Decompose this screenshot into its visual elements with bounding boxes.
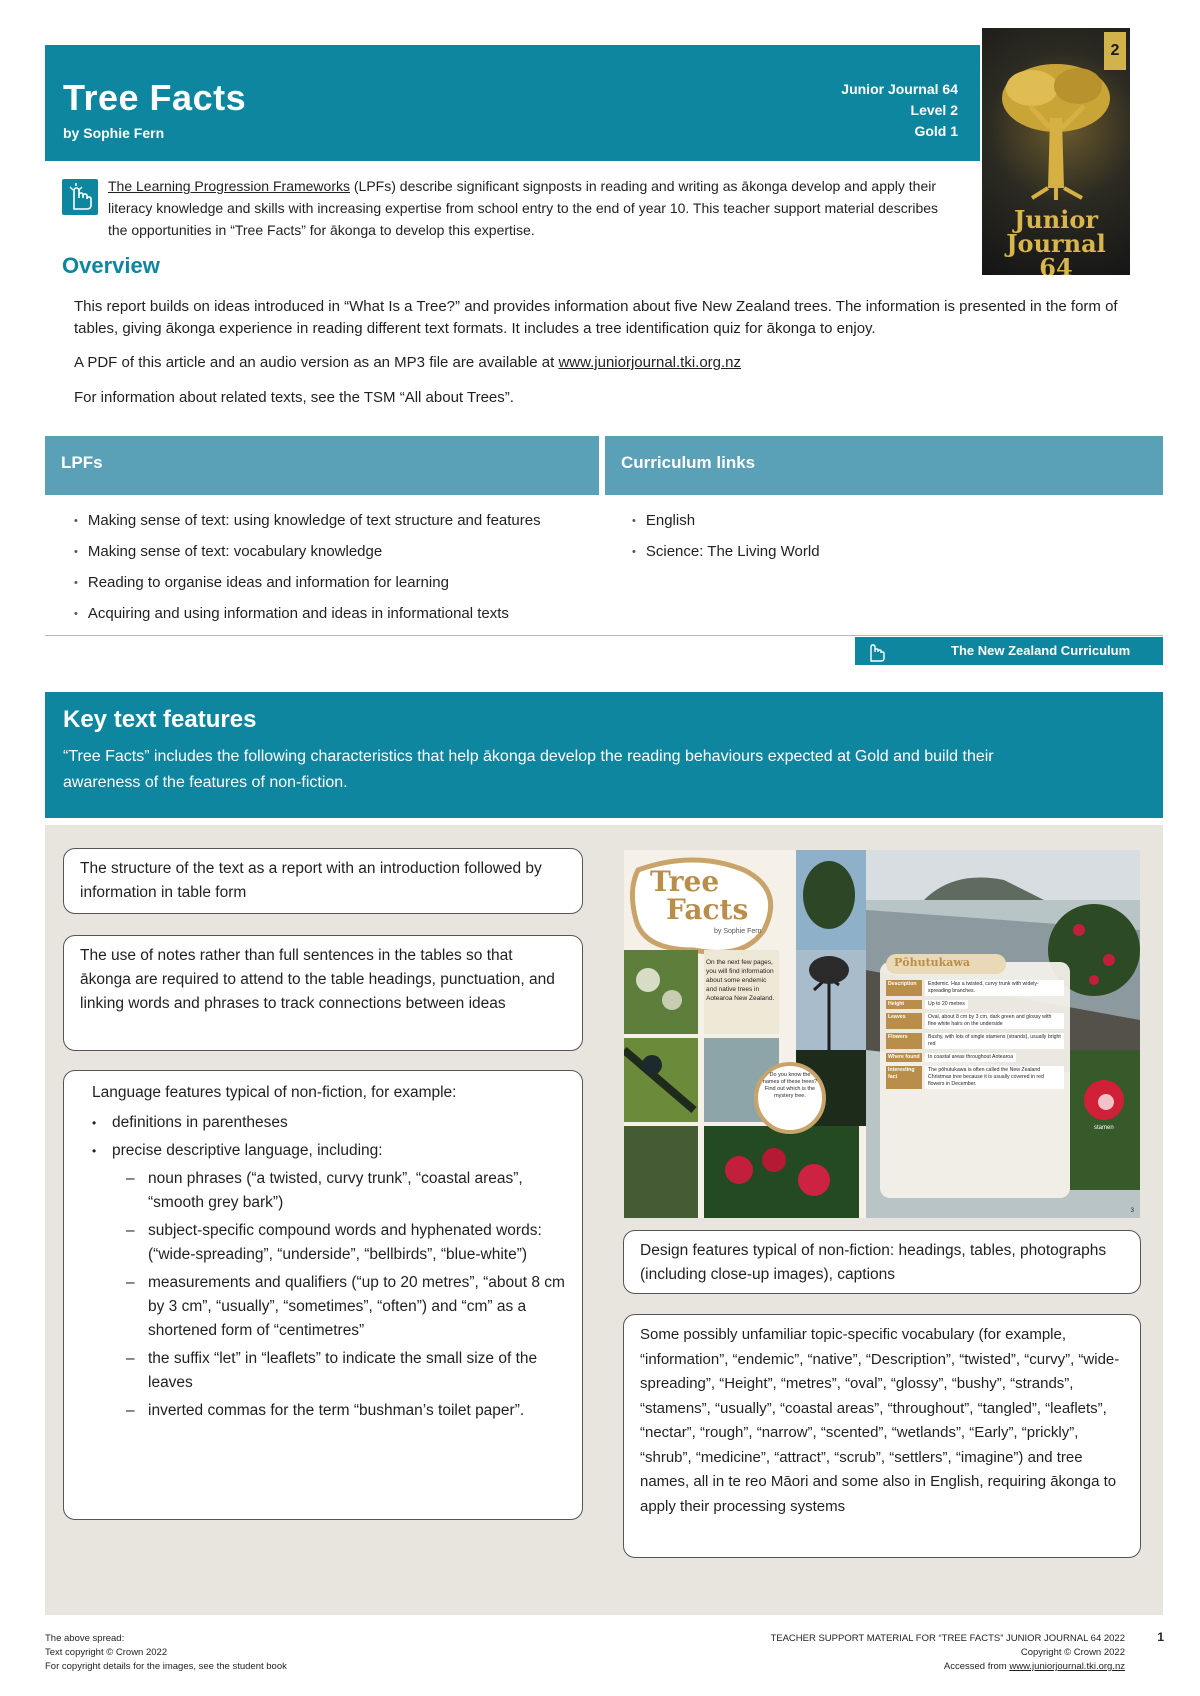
nz-curriculum-badge[interactable] bbox=[855, 637, 1163, 665]
list-item: • Making sense of text: using knowledge of text structure and features bbox=[74, 506, 541, 537]
list-item: • definitions in parentheses bbox=[92, 1111, 566, 1135]
section-divider bbox=[45, 635, 1163, 636]
nz-curriculum-label: The New Zealand Curriculum bbox=[951, 643, 1131, 658]
overview-heading: Overview bbox=[62, 253, 160, 278]
spread-tree-table bbox=[886, 980, 1064, 1093]
feature-box-vocabulary: Some possibly unfamiliar topic-specific vocabulary (for example, “information”, “endemic”, “native”, “Description”, “twisted”, “curvy”, “wide-spreading”, “Height”, “metres”, “oval”, “glossy”, “bushy”, “strands”, “stamens”, “usually”, “coastal areas”, “throughout”, “tangled”, “leaflets”, “nectar”, “rough”, “narrow”, “scented”, “wetlands”, “Early”, “prickly”, “shrub”, “medicine”, “attract”, “scrub”, “settlers”, “imagine”) and tree names, all in te reo Māori and some also in English, requiring ākonga to apply their processing systems bbox=[623, 1314, 1141, 1558]
language-features-intro: Language features typical of non-fiction, for example: bbox=[92, 1084, 457, 1101]
pointing-hand-icon bbox=[62, 179, 98, 215]
reading-band: Gold 1 bbox=[914, 123, 958, 139]
key-text-features-banner bbox=[45, 692, 1163, 818]
footer-credits: The above spread: Text copyright © Crown 2022 For copyright details for the images, see the student book bbox=[45, 1633, 287, 1672]
key-text-features-heading: Key text features bbox=[63, 706, 257, 733]
cover-title: Junior Journal 64 bbox=[1006, 205, 1106, 275]
feature-box-design: Design features typical of non-fiction: headings, tables, photographs (including close-up images), captions bbox=[623, 1230, 1141, 1294]
overview-paragraph: This report builds on ideas introduced in “What Is a Tree?” and provides information about five New Zealand trees. The information is presented in the form of tables, giving ākonga experience in reading different text formats. It includes a tree identification quiz for ākonga to enjoy. bbox=[74, 298, 1118, 337]
lpfs-heading-bar: LPFs bbox=[45, 436, 599, 495]
table-row: Leaves Oval, about 8 cm by 3 cm, dark green and glossy with fine white hairs on the underside bbox=[886, 1013, 1064, 1029]
spread-bubble-text: Do you know the names of these trees? Find out which is the mystery tree. bbox=[762, 1072, 818, 1099]
list-item: • Reading to organise ideas and information for learning bbox=[74, 568, 541, 599]
journal-meta bbox=[841, 79, 958, 142]
feature-box-language bbox=[63, 1070, 583, 1520]
title-banner bbox=[45, 45, 980, 161]
journal-level: Level 2 bbox=[910, 102, 958, 118]
page-title: Tree Facts bbox=[63, 77, 247, 118]
spread-byline: by Sophie Fern bbox=[714, 928, 762, 935]
footer-source: TEACHER SUPPORT MATERIAL FOR “TREE FACTS” JUNIOR JOURNAL 64 2022 Copyright © Crown 2022 Accessed from www.juniorjournal.tki.org.nz bbox=[770, 1633, 1125, 1672]
page-number: 1 bbox=[1157, 1630, 1164, 1644]
footer-link[interactable]: www.juniorjournal.tki.org.nz bbox=[1009, 1661, 1125, 1672]
spread-tree-name: Pōhutukawa bbox=[894, 956, 971, 969]
curriculum-heading-bar: Curriculum links bbox=[605, 436, 1163, 495]
spread-intro: On the next few pages, you will find information about some endemic and native trees in Aotearoa New Zealand. bbox=[706, 959, 775, 1002]
lpf-link[interactable]: The Learning Progression Frameworks bbox=[108, 178, 350, 194]
list-item: – subject-specific compound words and hyphenated words: (“wide-spreading”, “underside”, “bellbirds”, “blue-white”) bbox=[92, 1219, 566, 1267]
feature-box-structure: The structure of the text as a report with an introduction followed by information in table form bbox=[63, 848, 583, 914]
list-item: • Making sense of text: vocabulary knowledge bbox=[74, 537, 541, 568]
author-byline: by Sophie Fern bbox=[63, 125, 165, 141]
list-item: – measurements and qualifiers (“up to 20 metres”, “about 8 cm by 3 cm”, “usually”, “sometimes”, “often”) and “cm” as a shortened form of “centimetres” bbox=[92, 1271, 566, 1343]
journal-cover-image bbox=[982, 28, 1130, 275]
table-row: Description Endemic. Has a twisted, curvy trunk with widely-spreading branches. bbox=[886, 980, 1064, 996]
table-row: Height Up to 20 metres bbox=[886, 1000, 1064, 1009]
lpf-intro-text: The Learning Progression Frameworks (LPFs) describe significant signposts in reading and writing as ākonga develop and apply their literacy knowledge and skills with increasing expertise from school entry to the end of year 10. This teacher support material describes the opportunities in “Tree Facts” for ākonga to develop this expertise. bbox=[108, 178, 939, 238]
list-item: • Acquiring and using information and ideas in informational texts bbox=[74, 599, 541, 630]
table-row: Interesting fact The pōhutukawa is often called the New Zealand Christmas tree because it is usually covered in red flowers in December. bbox=[886, 1066, 1064, 1089]
spread-stamen-label: stamen bbox=[1094, 1125, 1114, 1131]
lpf-intro bbox=[62, 175, 942, 241]
list-item: – inverted commas for the term “bushman’s toilet paper”. bbox=[92, 1399, 566, 1423]
list-item: • precise descriptive language, including: bbox=[92, 1139, 566, 1163]
overview-pdf-paragraph: A PDF of this article and an audio version as an MP3 file are available at www.juniorjournal.tki.org.nz bbox=[74, 354, 742, 371]
list-item: • Science: The Living World bbox=[632, 537, 820, 568]
pointing-hand-icon bbox=[863, 639, 889, 663]
lpfs-list bbox=[74, 506, 541, 630]
student-book-spread-image bbox=[624, 850, 1140, 1218]
list-item: – noun phrases (“a twisted, curvy trunk”, “coastal areas”, “smooth grey bark”) bbox=[92, 1167, 566, 1215]
language-features-list bbox=[92, 1111, 566, 1423]
curriculum-list bbox=[632, 506, 820, 568]
spread-title: Tree Facts bbox=[650, 865, 749, 926]
level-badge: 2 bbox=[1104, 32, 1126, 70]
key-text-features-intro: “Tree Facts” includes the following characteristics that help ākonga develop the reading behaviours expected at Gold and build their awareness of the features of non-fiction. bbox=[63, 748, 994, 791]
junior-journal-link[interactable]: www.juniorjournal.tki.org.nz bbox=[558, 354, 742, 371]
journal-name: Junior Journal 64 bbox=[841, 81, 958, 97]
overview-related-paragraph: For information about related texts, see the TSM “All about Trees”. bbox=[74, 389, 514, 406]
table-row: Flowers Bushy, with lots of single stamens (strands), usually bright red bbox=[886, 1033, 1064, 1049]
table-row: Where found In coastal areas throughout Aotearoa bbox=[886, 1053, 1064, 1062]
spread-page-number: 3 bbox=[1130, 1208, 1134, 1214]
list-item: – the suffix “let” in “leaflets” to indicate the small size of the leaves bbox=[92, 1347, 566, 1395]
feature-box-notes: The use of notes rather than full sentences in the tables so that ākonga are required to attend to the table headings, punctuation, and linking words and phrases to track connections between ideas bbox=[63, 935, 583, 1051]
golden-tree-icon bbox=[992, 48, 1120, 208]
list-item: • English bbox=[632, 506, 820, 537]
